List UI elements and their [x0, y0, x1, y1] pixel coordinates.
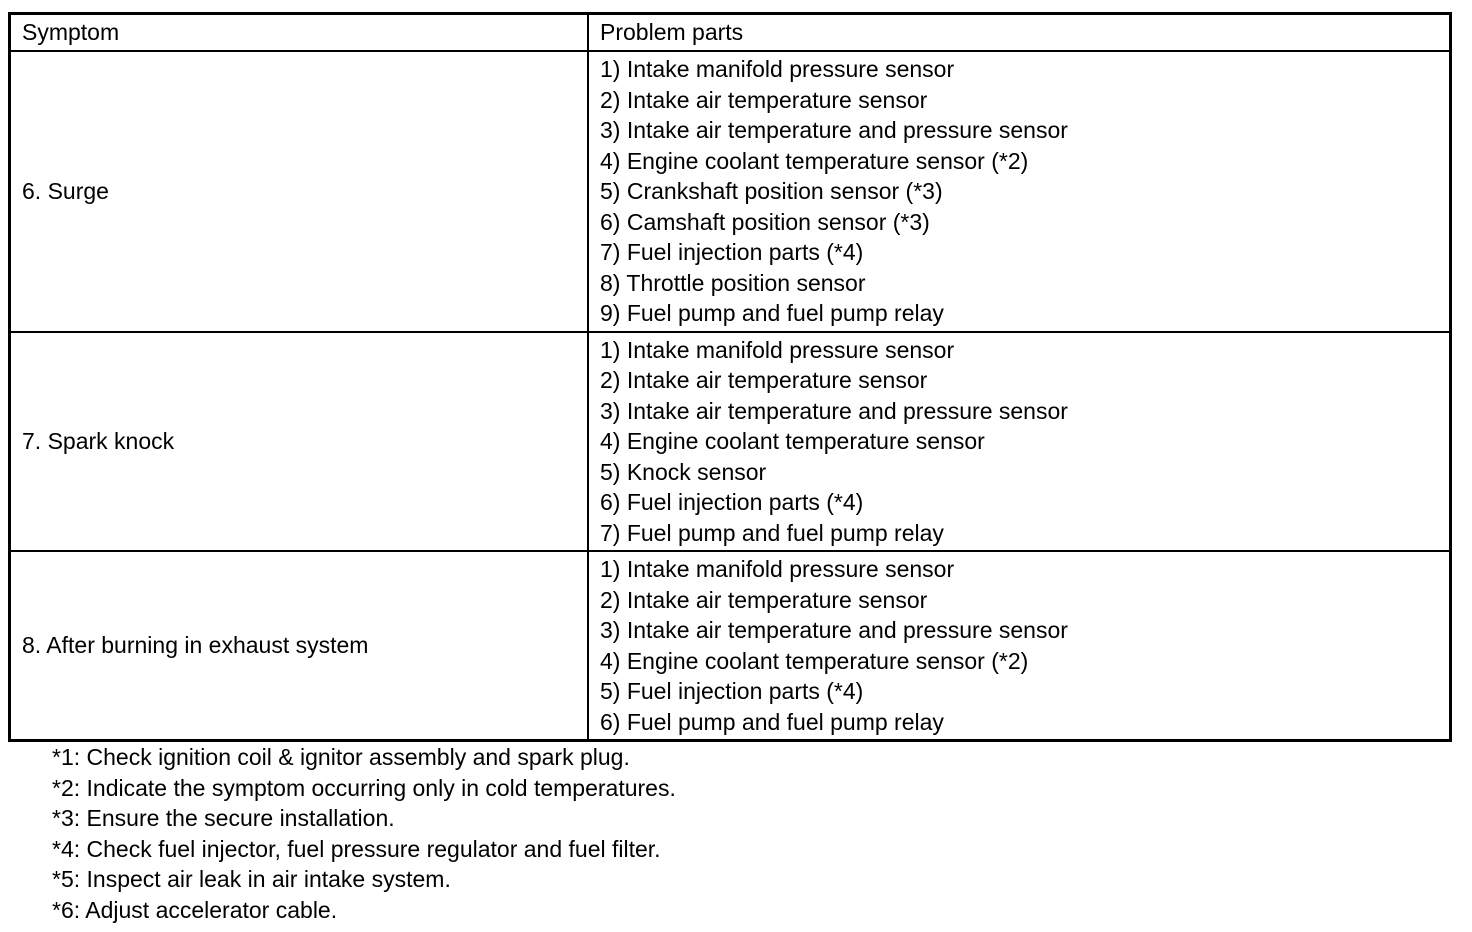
part-item: 7) Fuel injection parts (*4) [600, 239, 864, 265]
part-item: 6) Fuel injection parts (*4) [600, 489, 864, 515]
part-item: 8) Throttle position sensor [600, 269, 866, 296]
part-item: 9) Fuel pump and fuel pump relay [600, 300, 944, 326]
footnote: *6: Adjust accelerator cable. [52, 896, 338, 923]
part-item: 6) Fuel pump and fuel pump relay [600, 708, 944, 735]
part-item: 1) Intake manifold pressure sensor [600, 56, 955, 82]
part-item: 6) Camshaft position sensor (*3) [600, 208, 930, 235]
symptom-cell: 8. After burning in exhaust system [10, 551, 589, 741]
table-row [10, 332, 1451, 552]
table-row [10, 551, 1451, 741]
part-item: 4) Engine coolant temperature sensor (*2) [600, 147, 1029, 174]
header-symptom: Symptom [10, 14, 589, 52]
symptom-cell: 6. Surge [10, 51, 589, 332]
part-item: 3) Intake air temperature and pressure sensor [600, 617, 1068, 643]
part-item: 1) Intake manifold pressure sensor [600, 556, 955, 582]
part-item: 3) Intake air temperature and pressure sensor [600, 397, 1068, 424]
footnotes [52, 742, 676, 925]
part-item: 4) Engine coolant temperature sensor (*2) [600, 647, 1029, 674]
footnote: *4: Check fuel injector, fuel pressure regulator and fuel filter. [52, 835, 661, 862]
footnote: *2: Indicate the symptom occurring only in cold temperatures. [52, 774, 676, 801]
part-item: 2) Intake air temperature sensor [600, 367, 928, 393]
part-item: 4) Engine coolant temperature sensor [600, 428, 985, 454]
part-item: 5) Crankshaft position sensor (*3) [600, 178, 943, 204]
table-header-row [10, 14, 1451, 52]
part-item: 5) Knock sensor [600, 458, 767, 485]
part-item: 3) Intake air temperature and pressure sensor [600, 117, 1068, 143]
part-item: 2) Intake air temperature sensor [600, 86, 928, 113]
problem-parts-cell [588, 551, 1451, 741]
part-item: 7) Fuel pump and fuel pump relay [600, 519, 944, 546]
footnote: *5: Inspect air leak in air intake system. [52, 866, 451, 892]
footnote: *1: Check ignition coil & ignitor assembly and spark plug. [52, 744, 630, 770]
symptom-table [8, 12, 1452, 742]
part-item: 5) Fuel injection parts (*4) [600, 678, 864, 704]
footnote: *3: Ensure the secure installation. [52, 805, 395, 831]
table-row [10, 51, 1451, 332]
header-problem-parts: Problem parts [588, 14, 1451, 52]
part-item: 2) Intake air temperature sensor [600, 586, 928, 613]
part-item: 1) Intake manifold pressure sensor [600, 336, 955, 363]
problem-parts-cell [588, 51, 1451, 332]
problem-parts-cell [588, 332, 1451, 552]
symptom-cell: 7. Spark knock [10, 332, 589, 552]
